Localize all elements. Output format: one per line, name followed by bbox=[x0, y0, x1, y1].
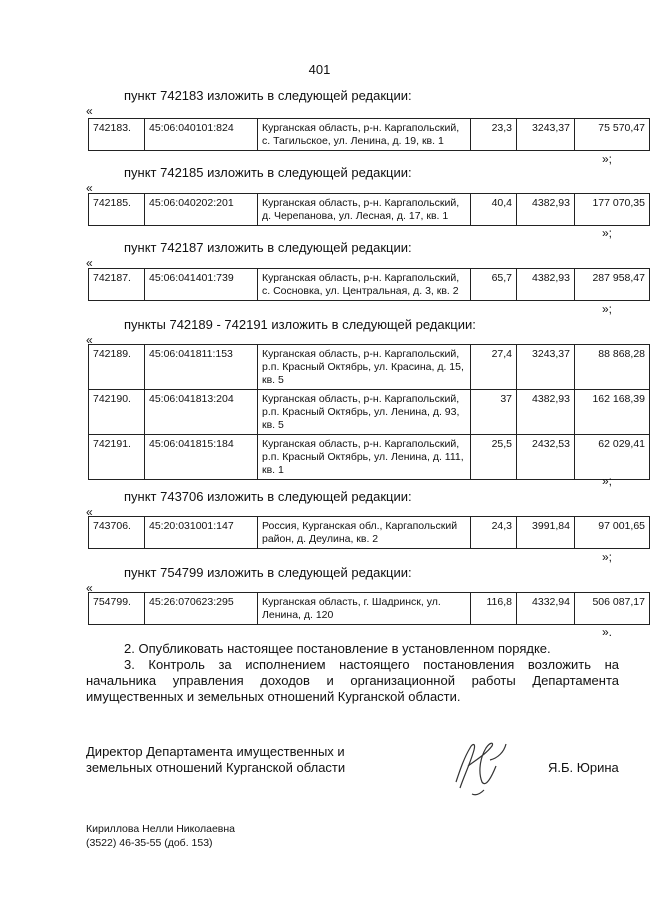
cadastral-number: 45:26:070623:295 bbox=[145, 593, 258, 625]
executor-phone: (3522) 46-35-55 (доб. 153) bbox=[86, 837, 213, 849]
cadastral-number: 45:06:041811:153 bbox=[145, 345, 258, 390]
section-heading: пункт 742187 изложить в следующей редакции: bbox=[124, 240, 412, 255]
handwritten-signature bbox=[446, 730, 516, 800]
close-quote: »; bbox=[602, 152, 613, 166]
item-number: 742191. bbox=[89, 435, 145, 480]
item-number: 742185. bbox=[89, 194, 145, 226]
total: 162 168,39 bbox=[575, 390, 650, 435]
open-quote: « bbox=[86, 581, 93, 595]
cadastral-number: 45:06:040202:201 bbox=[145, 194, 258, 226]
close-quote: »; bbox=[602, 474, 613, 488]
close-quote: »; bbox=[602, 550, 613, 564]
price: 2432,53 bbox=[517, 435, 575, 480]
area: 25,5 bbox=[471, 435, 517, 480]
area: 40,4 bbox=[471, 194, 517, 226]
close-quote: »; bbox=[602, 226, 613, 240]
table-row bbox=[89, 593, 650, 625]
open-quote: « bbox=[86, 256, 93, 270]
open-quote: « bbox=[86, 104, 93, 118]
signatory-name: Я.Б. Юрина bbox=[548, 760, 619, 775]
amendment-table bbox=[88, 344, 650, 480]
total: 506 087,17 bbox=[575, 593, 650, 625]
section-heading: пункт 742185 изложить в следующей редакции: bbox=[124, 165, 412, 180]
item-number: 742183. bbox=[89, 119, 145, 151]
cadastral-number: 45:06:041813:204 bbox=[145, 390, 258, 435]
close-quote: ». bbox=[602, 625, 613, 639]
table-row bbox=[89, 390, 650, 435]
address: Курганская область, р-н. Каргапольский, р.п. Красный Октябрь, ул. Красина, д. 15, кв. 5 bbox=[258, 345, 471, 390]
price: 3243,37 bbox=[517, 119, 575, 151]
table-row bbox=[89, 119, 650, 151]
price: 3243,37 bbox=[517, 345, 575, 390]
amendment-table bbox=[88, 193, 650, 226]
price: 4382,93 bbox=[517, 194, 575, 226]
table-row bbox=[89, 435, 650, 480]
section-heading: пункты 742189 - 742191 изложить в следующей редакции: bbox=[124, 317, 476, 332]
paragraph-control: 3. Контроль за исполнением настоящего постановления возложить на начальника управления доходов и организационной работы Департамента имущественных и земельных отношений Курганской области. bbox=[86, 657, 619, 704]
item-number: 754799. bbox=[89, 593, 145, 625]
signatory-title-line: земельных отношений Курганской области bbox=[86, 760, 346, 775]
close-quote: »; bbox=[602, 302, 613, 316]
cadastral-number: 45:06:041815:184 bbox=[145, 435, 258, 480]
address: Курганская область, р-н. Каргапольский, с. Сосновка, ул. Центральная, д. 3, кв. 2 bbox=[258, 269, 471, 301]
open-quote: « bbox=[86, 505, 93, 519]
price: 4382,93 bbox=[517, 390, 575, 435]
item-number: 742189. bbox=[89, 345, 145, 390]
cadastral-number: 45:06:040101:824 bbox=[145, 119, 258, 151]
open-quote: « bbox=[86, 333, 93, 347]
executor-block bbox=[86, 822, 235, 850]
area: 23,3 bbox=[471, 119, 517, 151]
section-heading: пункт 743706 изложить в следующей редакции: bbox=[124, 489, 412, 504]
address: Курганская область, р-н. Каргапольский, д. Черепанова, ул. Лесная, д. 17, кв. 1 bbox=[258, 194, 471, 226]
area: 116,8 bbox=[471, 593, 517, 625]
price: 3991,84 bbox=[517, 517, 575, 549]
section-heading: пункт 742183 изложить в следующей редакции: bbox=[124, 88, 412, 103]
price: 4382,93 bbox=[517, 269, 575, 301]
table-row bbox=[89, 269, 650, 301]
area: 27,4 bbox=[471, 345, 517, 390]
amendment-table bbox=[88, 592, 650, 625]
price: 4332,94 bbox=[517, 593, 575, 625]
address: Россия, Курганская обл., Каргапольский район, д. Деулина, кв. 2 bbox=[258, 517, 471, 549]
total: 287 958,47 bbox=[575, 269, 650, 301]
total: 177 070,35 bbox=[575, 194, 650, 226]
amendment-table bbox=[88, 268, 650, 301]
paragraph-publish: 2. Опубликовать настоящее постановление в установленном порядке. bbox=[124, 641, 551, 656]
cadastral-number: 45:20:031001:147 bbox=[145, 517, 258, 549]
open-quote: « bbox=[86, 181, 93, 195]
section-heading: пункт 754799 изложить в следующей редакции: bbox=[124, 565, 412, 580]
signatory-title bbox=[86, 744, 366, 776]
address: Курганская область, р-н. Каргапольский, р.п. Красный Октябрь, ул. Ленина, д. 93, кв. 5 bbox=[258, 390, 471, 435]
address: Курганская область, р-н. Каргапольский, с. Тагильское, ул. Ленина, д. 19, кв. 1 bbox=[258, 119, 471, 151]
area: 37 bbox=[471, 390, 517, 435]
item-number: 743706. bbox=[89, 517, 145, 549]
total: 62 029,41 bbox=[575, 435, 650, 480]
amendment-table bbox=[88, 118, 650, 151]
total: 75 570,47 bbox=[575, 119, 650, 151]
cadastral-number: 45:06:041401:739 bbox=[145, 269, 258, 301]
area: 65,7 bbox=[471, 269, 517, 301]
total: 88 868,28 bbox=[575, 345, 650, 390]
table-row bbox=[89, 345, 650, 390]
total: 97 001,65 bbox=[575, 517, 650, 549]
table-row bbox=[89, 194, 650, 226]
table-row bbox=[89, 517, 650, 549]
address: Курганская область, г. Шадринск, ул. Ленина, д. 120 bbox=[258, 593, 471, 625]
executor-name: Кириллова Нелли Николаевна bbox=[86, 823, 236, 835]
page-number: 401 bbox=[308, 62, 331, 77]
item-number: 742187. bbox=[89, 269, 145, 301]
signatory-title-line: Директор Департамента имущественных и bbox=[86, 744, 345, 759]
amendment-table bbox=[88, 516, 650, 549]
address: Курганская область, р-н. Каргапольский, р.п. Красный Октябрь, ул. Ленина, д. 111, кв. 1 bbox=[258, 435, 471, 480]
item-number: 742190. bbox=[89, 390, 145, 435]
area: 24,3 bbox=[471, 517, 517, 549]
